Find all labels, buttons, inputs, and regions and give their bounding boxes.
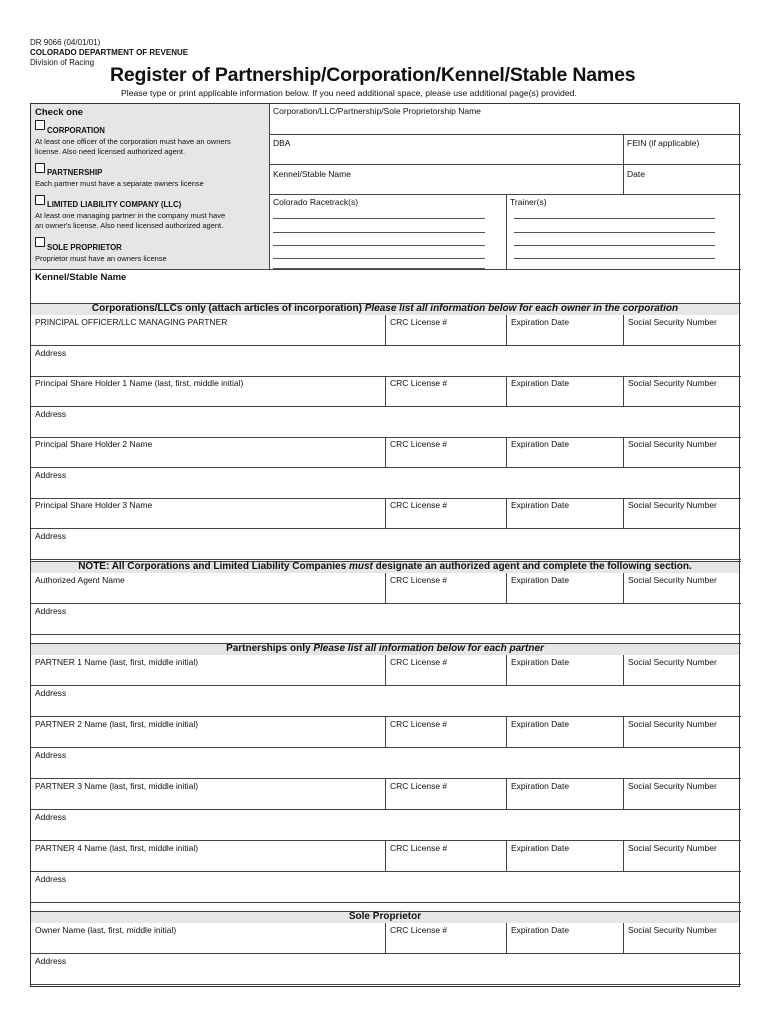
column-divider xyxy=(506,923,507,953)
column-divider xyxy=(623,498,624,528)
row-divider xyxy=(31,634,741,635)
row-divider xyxy=(31,902,741,903)
check-one-panel xyxy=(31,104,269,269)
column-divider xyxy=(623,437,624,467)
row-divider xyxy=(31,716,741,717)
column-divider xyxy=(506,655,507,685)
dba-label: DBA xyxy=(273,138,291,148)
partner-3-expiration-label: Expiration Date xyxy=(511,781,570,791)
kennel-stable-name-label: Kennel/Stable Name xyxy=(273,169,351,179)
row-divider xyxy=(31,437,741,438)
form-number: DR 9066 (04/01/01) xyxy=(30,38,101,47)
column-divider xyxy=(506,437,507,467)
partner-1-crc-label: CRC License # xyxy=(390,657,448,667)
partnership-desc: Each partner must have a separate owners license xyxy=(35,179,204,188)
corp-owner-2-crc-label: CRC License # xyxy=(390,378,448,388)
column-divider xyxy=(385,655,386,685)
row-divider xyxy=(31,778,741,779)
trainer-label: Trainer(s) xyxy=(510,197,547,207)
partner-4-name-label: PARTNER 4 Name (last, first, middle initial) xyxy=(35,843,199,853)
column-divider xyxy=(385,573,386,603)
partner-2-crc-label: CRC License # xyxy=(390,719,448,729)
partnership-checkbox[interactable] xyxy=(35,163,45,173)
partner-3-address-label: Address xyxy=(35,812,67,822)
column-divider xyxy=(385,923,386,953)
corp-owner-3-expiration-label: Expiration Date xyxy=(511,439,570,449)
row-divider xyxy=(31,528,741,529)
row-divider xyxy=(31,840,741,841)
partner-3-crc-label: CRC License # xyxy=(390,781,448,791)
sole-owner-address-label: Address xyxy=(35,956,67,966)
sole-proprietor-checkbox[interactable] xyxy=(35,237,45,247)
division-name: Division of Racing xyxy=(30,58,95,67)
partner-4-expiration-label: Expiration Date xyxy=(511,843,570,853)
partner-2-address-label: Address xyxy=(35,750,67,760)
column-divider xyxy=(385,779,386,809)
column-divider xyxy=(385,315,386,345)
column-divider xyxy=(623,573,624,603)
row-divider xyxy=(31,747,741,748)
partner-1-expiration-label: Expiration Date xyxy=(511,657,570,667)
racetrack-line[interactable] xyxy=(273,258,485,259)
racetrack-line[interactable] xyxy=(273,232,485,233)
authorized-agent-name-label: Authorized Agent Name xyxy=(35,575,125,585)
row-divider xyxy=(31,559,741,560)
partner-3-name-label: PARTNER 3 Name (last, first, middle initial) xyxy=(35,781,199,791)
entity-name-label: Corporation/LLC/Partnership/Sole Proprietorship Name xyxy=(273,106,481,116)
row-divider xyxy=(31,953,741,954)
corp-owner-4-ssn-label: Social Security Number xyxy=(628,500,717,510)
corp-owner-1-address-label: Address xyxy=(35,348,67,358)
row-divider xyxy=(31,685,741,686)
form-title: Register of Partnership/Corporation/Kennel/Stable Names xyxy=(110,64,636,86)
partnership-label: PARTNERSHIP xyxy=(47,168,103,177)
corp-owner-3-name-label: Principal Share Holder 2 Name xyxy=(35,439,153,449)
corp-owner-1-name-label: PRINCIPAL OFFICER/LLC MANAGING PARTNER xyxy=(35,317,228,327)
column-divider xyxy=(506,498,507,528)
corp-owner-1-expiration-label: Expiration Date xyxy=(511,317,570,327)
trainer-line[interactable] xyxy=(514,218,715,219)
racetrack-label: Colorado Racetrack(s) xyxy=(273,197,359,207)
column-divider xyxy=(385,437,386,467)
row-divider xyxy=(31,809,741,810)
fein-label: FEIN (if applicable) xyxy=(627,138,700,148)
row-divider xyxy=(31,467,741,468)
row-divider xyxy=(31,984,741,985)
partner-1-name-label: PARTNER 1 Name (last, first, middle initial) xyxy=(35,657,199,667)
authorized-agent-crc-label: CRC License # xyxy=(390,575,448,585)
corp-owner-4-crc-label: CRC License # xyxy=(390,500,448,510)
corp-owner-4-name-label: Principal Share Holder 3 Name xyxy=(35,500,153,510)
corporation-checkbox[interactable] xyxy=(35,120,45,130)
sole-proprietor-desc: Proprietor must have an owners license xyxy=(35,254,167,263)
authorized-agent-ssn-label: Social Security Number xyxy=(628,575,717,585)
corp-owner-3-ssn-label: Social Security Number xyxy=(628,439,717,449)
date-label: Date xyxy=(627,169,645,179)
corp-owner-3-crc-label: CRC License # xyxy=(390,439,448,449)
column-divider xyxy=(623,315,624,345)
column-divider xyxy=(506,717,507,747)
corp-section-title: Corporations/LLCs only (attach articles of incorporation) Please list all information below for each owner in the corporation xyxy=(91,303,679,314)
corporation-desc: At least one officer of the corporation must have an owners xyxy=(35,137,231,146)
sole-section-title: Sole Proprietor xyxy=(348,911,422,922)
partner-1-address-label: Address xyxy=(35,688,67,698)
row-divider xyxy=(31,871,741,872)
column-divider xyxy=(623,841,624,871)
corp-owner-4-expiration-label: Expiration Date xyxy=(511,500,570,510)
corp-owner-2-address-label: Address xyxy=(35,409,67,419)
registration-form xyxy=(30,103,740,987)
column-divider xyxy=(506,573,507,603)
kennel-stable-row-label: Kennel/Stable Name xyxy=(35,272,127,283)
column-divider xyxy=(385,498,386,528)
column-divider xyxy=(506,315,507,345)
llc-desc: At least one managing partner in the company must have xyxy=(35,211,226,220)
check-one-heading: Check one xyxy=(35,107,84,118)
partner-section-title: Partnerships only Please list all information below for each partner xyxy=(226,643,544,654)
corp-owner-1-ssn-label: Social Security Number xyxy=(628,317,717,327)
racetrack-line[interactable] xyxy=(273,245,485,246)
corp-owner-4-address-label: Address xyxy=(35,531,67,541)
authorized-agent-expiration-label: Expiration Date xyxy=(511,575,570,585)
corp-owner-2-name-label: Principal Share Holder 1 Name (last, first, middle initial) xyxy=(35,378,244,388)
sole-owner-name-label: Owner Name (last, first, middle initial) xyxy=(35,925,177,935)
corp-owner-2-ssn-label: Social Security Number xyxy=(628,378,717,388)
llc-label: LIMITED LIABILITY COMPANY (LLC) xyxy=(47,200,182,209)
authorized-agent-address-label: Address xyxy=(35,606,67,616)
column-divider xyxy=(385,376,386,406)
llc-checkbox[interactable] xyxy=(35,195,45,205)
column-divider xyxy=(385,841,386,871)
partner-2-expiration-label: Expiration Date xyxy=(511,719,570,729)
column-divider xyxy=(385,717,386,747)
row-divider xyxy=(31,406,741,407)
trainer-line[interactable] xyxy=(514,245,715,246)
row-divider xyxy=(31,376,741,377)
form-instructions: Please type or print applicable information below. If you need additional space, please use additional page(s) provided. xyxy=(121,88,577,98)
partner-2-ssn-label: Social Security Number xyxy=(628,719,717,729)
column-divider xyxy=(506,841,507,871)
corporation-desc: license. Also need licensed authorized agent. xyxy=(35,147,186,156)
sole-owner-crc-label: CRC License # xyxy=(390,925,448,935)
partner-2-name-label: PARTNER 2 Name (last, first, middle initial) xyxy=(35,719,199,729)
racetrack-line[interactable] xyxy=(273,218,485,219)
row-divider xyxy=(31,498,741,499)
column-divider xyxy=(623,376,624,406)
corp-owner-1-crc-label: CRC License # xyxy=(390,317,448,327)
corporation-label: CORPORATION xyxy=(47,126,105,135)
sole-owner-expiration-label: Expiration Date xyxy=(511,925,570,935)
partner-4-address-label: Address xyxy=(35,874,67,884)
department-name: COLORADO DEPARTMENT OF REVENUE xyxy=(30,48,189,57)
column-divider xyxy=(623,923,624,953)
trainer-line[interactable] xyxy=(514,258,715,259)
partner-4-ssn-label: Social Security Number xyxy=(628,843,717,853)
column-divider xyxy=(506,779,507,809)
column-divider xyxy=(623,717,624,747)
row-divider xyxy=(31,345,741,346)
partner-4-crc-label: CRC License # xyxy=(390,843,448,853)
column-divider xyxy=(623,655,624,685)
partner-1-ssn-label: Social Security Number xyxy=(628,657,717,667)
sole-proprietor-label: SOLE PROPRIETOR xyxy=(47,243,122,252)
sole-owner-ssn-label: Social Security Number xyxy=(628,925,717,935)
column-divider xyxy=(506,376,507,406)
column-divider xyxy=(623,779,624,809)
agent-section-title: NOTE: All Corporations and Limited Liability Companies must designate an authorized agent and complete the following section. xyxy=(78,561,692,572)
row-divider xyxy=(31,603,741,604)
trainer-line[interactable] xyxy=(514,232,715,233)
partner-3-ssn-label: Social Security Number xyxy=(628,781,717,791)
corp-owner-2-expiration-label: Expiration Date xyxy=(511,378,570,388)
corp-owner-3-address-label: Address xyxy=(35,470,67,480)
llc-desc: an owner's license. Also need licensed authorized agent. xyxy=(35,221,224,230)
